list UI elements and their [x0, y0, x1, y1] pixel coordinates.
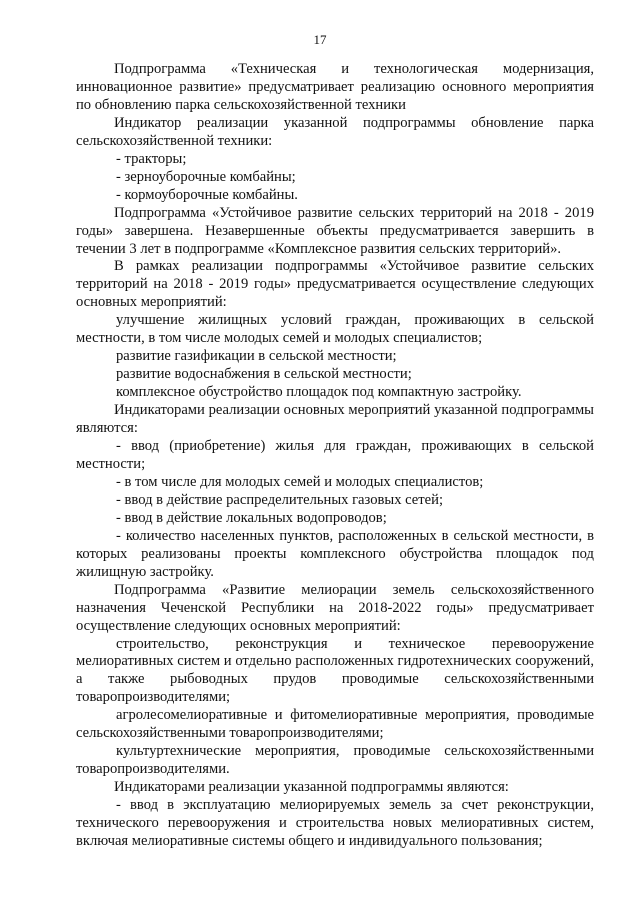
- list-item: улучшение жилищных условий граждан, проживающих в сельской местности, в том числе молодых семей и молодых специалистов;: [76, 312, 594, 347]
- list-item: - ввод (приобретение) жилья для граждан, проживающих в сельской местности;: [76, 438, 594, 472]
- list-item: агролесомелиоративные и фитомелиоративные мероприятия, проводимые сельскохозяйственными товаропроизводителями;: [76, 707, 594, 742]
- list-item: развитие газификации в сельской местности;: [116, 348, 397, 365]
- paragraph: В рамках реализации подпрограммы «Устойчивое развитие сельских территорий на 2018 - 2019 годы» предусматривается осуществление следующих основных мероприятий:: [76, 258, 594, 311]
- page-number: 17: [313, 32, 327, 47]
- list-item: строительство, реконструкция и техническое перевооружение мелиоративных систем и отдельно расположенных гидротехнических сооружений, а также рыбоводных прудов проводимые сельскохозяйственными товаропроизводителями;: [76, 635, 594, 706]
- list-item: культуртехнические мероприятия, проводимые сельскохозяйственными товаропроизводителями.: [76, 743, 594, 778]
- list-item: развитие водоснабжения в сельской местности;: [116, 366, 412, 383]
- paragraph: Подпрограмма «Техническая и технологическая модернизация, инновационное развитие» предусматривает реализацию основного мероприятия по обновлению парка сельскохозяйственной техники: [76, 61, 594, 113]
- list-item: - зерноуборочные комбайны;: [116, 168, 296, 185]
- paragraph: Индикаторами реализации основных мероприятий указанной подпрограммы являются:: [76, 402, 594, 437]
- paragraph: Индикатор реализации указанной подпрограммы обновление парка сельскохозяйственной техники:: [76, 114, 594, 149]
- list-item: - ввод в эксплуатацию мелиорируемых земель за счет реконструкции, технического перевооружения и строительства новых мелиоративных систем, включая мелиоративные системы общего и индивидуального пользования;: [76, 797, 594, 849]
- list-item: комплексное обустройство площадок под компактную застройку.: [116, 384, 522, 401]
- list-item: - в том числе для молодых семей и молодых специалистов;: [116, 473, 484, 490]
- paragraph: Подпрограмма «Развитие мелиорации земель сельскохозяйственного назначения Чеченской Республики на 2018-2022 годы» предусматривает осуществление следующих основных мероприятий:: [76, 581, 594, 634]
- list-item: - кормоуборочные комбайны.: [116, 186, 298, 203]
- paragraph: Индикаторами реализации указанной подпрограммы являются:: [114, 779, 509, 796]
- list-item: - ввод в действие локальных водопроводов;: [116, 509, 387, 526]
- list-item: - тракторы;: [116, 150, 187, 167]
- list-item: - количество населенных пунктов, расположенных в сельской местности, в которых реализованы проекты комплексного обустройства площадок под жилищную застройку.: [76, 527, 594, 580]
- list-item: - ввод в действие распределительных газовых сетей;: [116, 491, 443, 508]
- paragraph: Подпрограмма «Устойчивое развитие сельских территорий на 2018 - 2019 годы» завершена. Незавершенные объекты предусматривается завершить в течении 3 лет в подпрограмме «Комплексное развития сельских территорий».: [76, 204, 594, 257]
- document-body: [76, 61, 594, 851]
